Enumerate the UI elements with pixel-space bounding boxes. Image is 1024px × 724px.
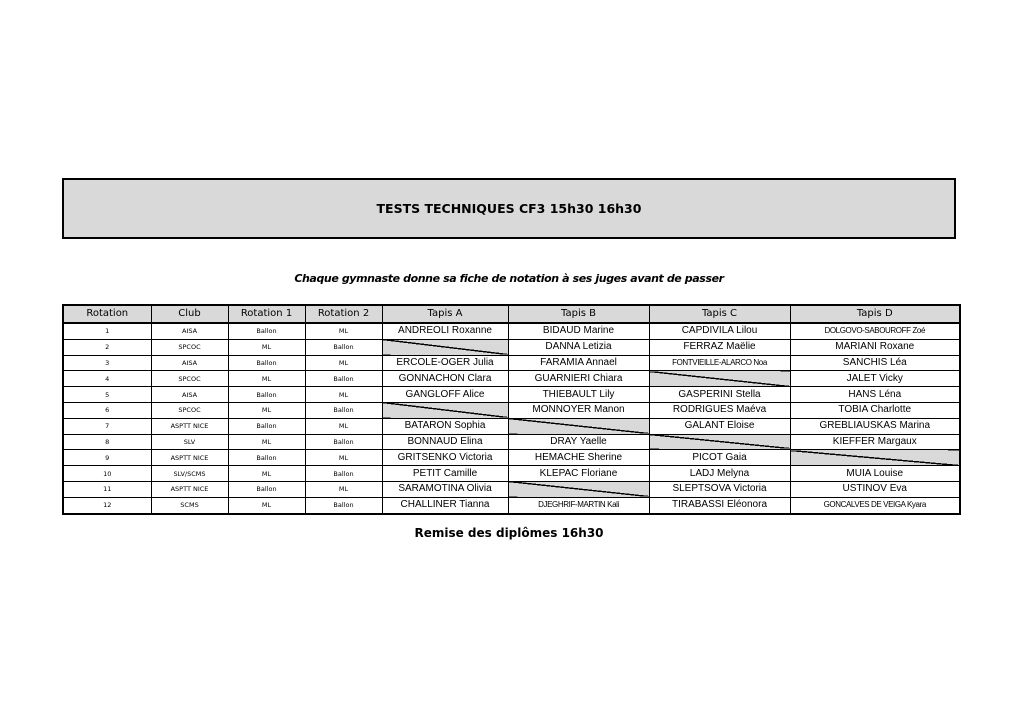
cell-tapis-b: DRAY Yaelle: [508, 434, 649, 450]
cell-tapis-c: PICOT Gaia: [649, 450, 790, 466]
cell-club: ASPTT NICE: [151, 481, 228, 497]
cell-rotation: 5: [63, 387, 151, 403]
cell-rotation-1: Ballon: [228, 481, 305, 497]
cell-rotation-2: ML: [305, 355, 382, 371]
title-box: [62, 178, 956, 239]
cell-club: ASPTT NICE: [151, 450, 228, 466]
cell-rotation-1: ML: [228, 466, 305, 482]
cell-tapis-a: GANGLOFF Alice: [382, 387, 508, 403]
table-row: [63, 371, 960, 387]
cell-rotation-2: Ballon: [305, 339, 382, 355]
cell-tapis-a-empty: [382, 339, 508, 355]
header-club: Club: [151, 305, 228, 323]
header-tapis-b: Tapis B: [508, 305, 649, 323]
cell-tapis-b: FARAMIA Annael: [508, 355, 649, 371]
cell-rotation: 6: [63, 402, 151, 418]
table-row: [63, 355, 960, 371]
cell-club: AISA: [151, 323, 228, 339]
footer-text: Remise des diplômes 16h30: [414, 526, 604, 540]
cell-club: ASPTT NICE: [151, 418, 228, 434]
cell-rotation: 9: [63, 450, 151, 466]
cell-tapis-c-empty: [649, 371, 790, 387]
cell-tapis-c: RODRIGUES Maéva: [649, 402, 790, 418]
cell-rotation-2: Ballon: [305, 466, 382, 482]
cell-rotation: 7: [63, 418, 151, 434]
cell-rotation: 1: [63, 323, 151, 339]
rotation-table: [62, 304, 961, 515]
cell-rotation-1: ML: [228, 339, 305, 355]
cell-tapis-a: SARAMOTINA Olivia: [382, 481, 508, 497]
cell-tapis-d: MUIA Louise: [790, 466, 960, 482]
cell-tapis-d: GONCALVES DE VEIGA Kyara: [790, 497, 960, 513]
header-tapis-d: Tapis D: [790, 305, 960, 323]
table-row: [63, 418, 960, 434]
cell-tapis-d: TOBIA Charlotte: [790, 402, 960, 418]
cell-tapis-a: ERCOLE-OGER Julia: [382, 355, 508, 371]
cell-tapis-c-empty: [649, 434, 790, 450]
cell-rotation-2: Ballon: [305, 497, 382, 513]
table-row: [63, 323, 960, 339]
instruction-text: Chaque gymnaste donne sa fiche de notation à ses juges avant de passer: [294, 272, 724, 285]
cell-tapis-c: SLEPTSOVA Victoria: [649, 481, 790, 497]
cell-club: SPCOC: [151, 371, 228, 387]
table-header-row: [63, 305, 960, 323]
cell-rotation-1: ML: [228, 434, 305, 450]
cell-tapis-a: BATARON Sophia: [382, 418, 508, 434]
cell-tapis-c: GASPERINI Stella: [649, 387, 790, 403]
cell-tapis-b: GUARNIERI Chiara: [508, 371, 649, 387]
table-body: [63, 323, 960, 514]
cell-tapis-b: BIDAUD Marine: [508, 323, 649, 339]
cell-club: AISA: [151, 355, 228, 371]
cell-rotation-1: Ballon: [228, 355, 305, 371]
cell-tapis-a-empty: [382, 402, 508, 418]
cell-tapis-c: GALANT Eloise: [649, 418, 790, 434]
cell-rotation-1: ML: [228, 402, 305, 418]
table-row: [63, 466, 960, 482]
cell-rotation-1: Ballon: [228, 450, 305, 466]
cell-tapis-b-empty: [508, 481, 649, 497]
cell-tapis-c: LADJ Melyna: [649, 466, 790, 482]
cell-rotation-1: ML: [228, 371, 305, 387]
cell-tapis-c: CAPDIVILA Lilou: [649, 323, 790, 339]
header-tapis-a: Tapis A: [382, 305, 508, 323]
cell-club: SCMS: [151, 497, 228, 513]
cell-tapis-d: USTINOV Eva: [790, 481, 960, 497]
header-rotation-1: Rotation 1: [228, 305, 305, 323]
cell-tapis-d: HANS Léna: [790, 387, 960, 403]
cell-tapis-c: FERRAZ Maëlie: [649, 339, 790, 355]
cell-rotation-2: Ballon: [305, 434, 382, 450]
cell-tapis-b-empty: [508, 418, 649, 434]
cell-rotation-2: ML: [305, 481, 382, 497]
cell-tapis-a: GONNACHON Clara: [382, 371, 508, 387]
cell-rotation-2: ML: [305, 323, 382, 339]
header-tapis-c: Tapis C: [649, 305, 790, 323]
cell-tapis-d: GREBLIAUSKAS Marina: [790, 418, 960, 434]
cell-rotation-1: ML: [228, 497, 305, 513]
cell-tapis-b: MONNOYER Manon: [508, 402, 649, 418]
cell-tapis-d: SANCHIS Léa: [790, 355, 960, 371]
cell-tapis-b: KLEPAC Floriane: [508, 466, 649, 482]
cell-rotation-1: Ballon: [228, 418, 305, 434]
cell-club: SPCOC: [151, 402, 228, 418]
cell-tapis-c: TIRABASSI Eléonora: [649, 497, 790, 513]
page-title: TESTS TECHNIQUES CF3 15h30 16h30: [376, 201, 642, 216]
cell-tapis-a: BONNAUD Elina: [382, 434, 508, 450]
cell-rotation-2: ML: [305, 387, 382, 403]
cell-tapis-a: GRITSENKO Victoria: [382, 450, 508, 466]
table-row: [63, 450, 960, 466]
cell-club: SLV/SCMS: [151, 466, 228, 482]
cell-tapis-a: ANDREOLI Roxanne: [382, 323, 508, 339]
cell-rotation-2: Ballon: [305, 402, 382, 418]
cell-tapis-b: DJEGHRIF-MARTIN Kali: [508, 497, 649, 513]
table-row: [63, 481, 960, 497]
cell-rotation: 11: [63, 481, 151, 497]
cell-club: AISA: [151, 387, 228, 403]
cell-rotation-2: ML: [305, 450, 382, 466]
table-row: [63, 402, 960, 418]
cell-tapis-d-empty: [790, 450, 960, 466]
cell-rotation: 8: [63, 434, 151, 450]
cell-tapis-d: MARIANI Roxane: [790, 339, 960, 355]
cell-rotation-1: Ballon: [228, 387, 305, 403]
cell-rotation: 3: [63, 355, 151, 371]
cell-rotation-2: Ballon: [305, 371, 382, 387]
table-row: [63, 434, 960, 450]
cell-tapis-b: HEMACHE Sherine: [508, 450, 649, 466]
header-rotation: Rotation: [63, 305, 151, 323]
cell-tapis-b: THIEBAULT Lily: [508, 387, 649, 403]
cell-rotation-1: Ballon: [228, 323, 305, 339]
cell-rotation: 12: [63, 497, 151, 513]
cell-rotation: 10: [63, 466, 151, 482]
cell-tapis-a: PETIT Camille: [382, 466, 508, 482]
cell-rotation-2: ML: [305, 418, 382, 434]
cell-rotation: 2: [63, 339, 151, 355]
cell-club: SPCOC: [151, 339, 228, 355]
cell-tapis-d: DOLGOVO-SABOUROFF Zoé: [790, 323, 960, 339]
table-row: [63, 497, 960, 513]
table-row: [63, 339, 960, 355]
cell-tapis-a: CHALLINER Tianna: [382, 497, 508, 513]
cell-tapis-c: FONTVIEILLE-ALARCO Noa: [649, 355, 790, 371]
cell-tapis-b: DANNA Letizia: [508, 339, 649, 355]
cell-tapis-d: JALET Vicky: [790, 371, 960, 387]
table-row: [63, 387, 960, 403]
cell-rotation: 4: [63, 371, 151, 387]
cell-tapis-d: KIEFFER Margaux: [790, 434, 960, 450]
cell-club: SLV: [151, 434, 228, 450]
header-rotation-2: Rotation 2: [305, 305, 382, 323]
